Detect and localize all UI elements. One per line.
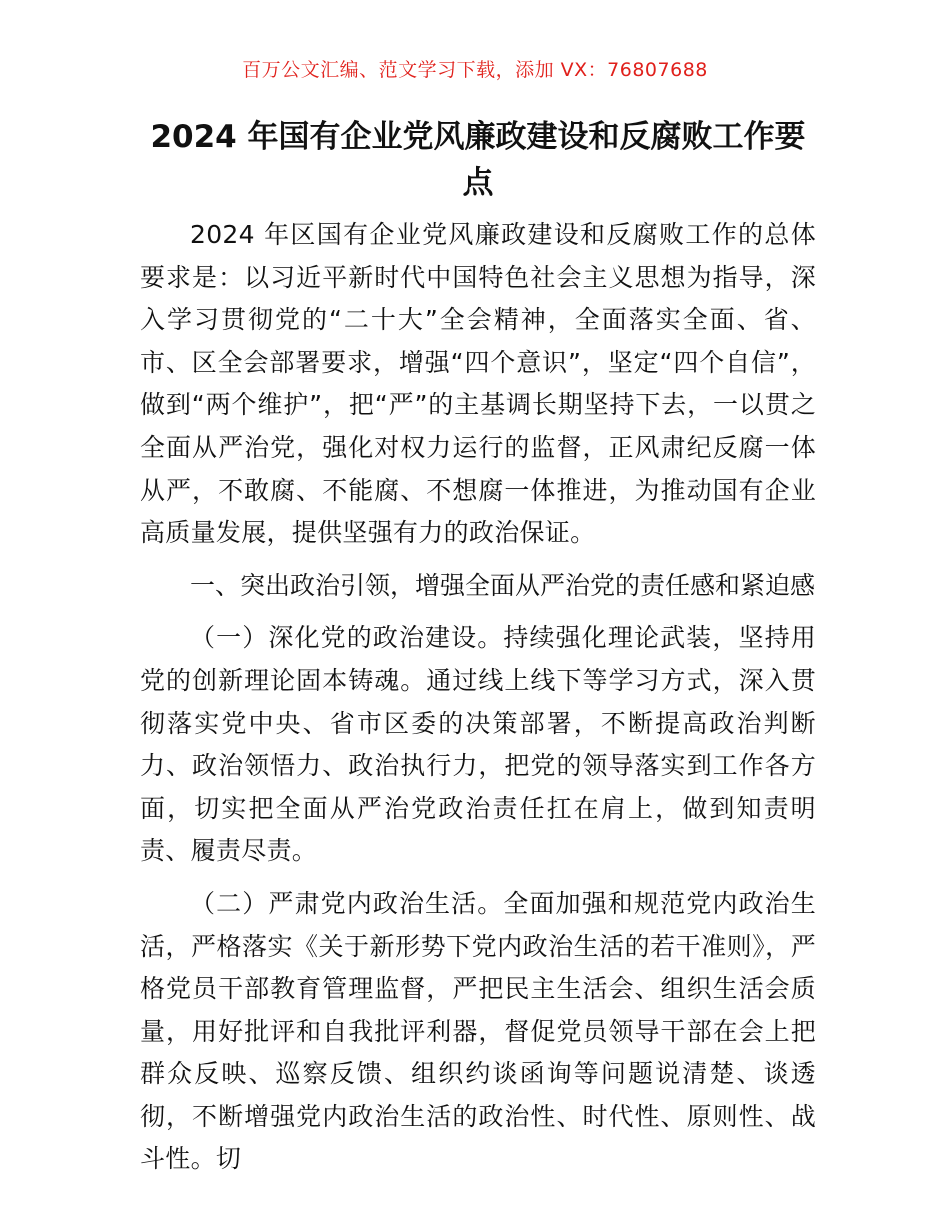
body-paragraph: （二）严肃党内政治生活。全面加强和规范党内政治生活，严格落实《关于新形势下党内政治生活的若干准则》，严格党员干部教育管理监督，严把民主生活会、组织生活会质量，用好批评和自我批评利器，督促党员领导干部在会上把群众反映、巡察反馈、组织约谈函询等问题说清楚、谈透彻，不断增强党内政治生活的政治性、时代性、原则性、战斗性。切 <box>140 888 816 1174</box>
document-title: 2024 年国有企业党风廉政建设和反腐败工作要点 <box>150 119 806 201</box>
document-body <box>140 214 816 1191</box>
header-banner: 百万公文汇编、范文学习下载，添加 VX：76807688 <box>242 59 708 81</box>
intro-paragraph: 2024 年区国有企业党风廉政建设和反腐败工作的总体要求是：以习近平新时代中国特色社会主义思想为指导，深入学习贯彻党的“二十大”全会精神，全面落实全面、省、市、区全会部署要求，增强“四个意识”，坚定“四个自信”，做到“两个维护”，把“严”的主基调长期坚持下去，一以贯之全面从严治党，强化对权力运行的监督，正风肃纪反腐一体从严，不敢腐、不能腐、不想腐一体推进，为推动国有企业高质量发展，提供坚强有力的政治保证。 <box>140 220 816 548</box>
body-paragraph: （一）深化党的政治建设。持续强化理论武装，坚持用党的创新理论固本铸魂。通过线上线下等学习方式，深入贯彻落实党中央、省市区委的决策部署，不断提高政治判断力、政治领悟力、政治执行力，把党的领导落实到工作各方面，切实把全面从严治党政治责任扛在肩上，做到知责明责、履责尽责。 <box>140 623 816 866</box>
section-heading: 一、突出政治引领，增强全面从严治党的责任感和紧迫感 <box>190 570 816 600</box>
